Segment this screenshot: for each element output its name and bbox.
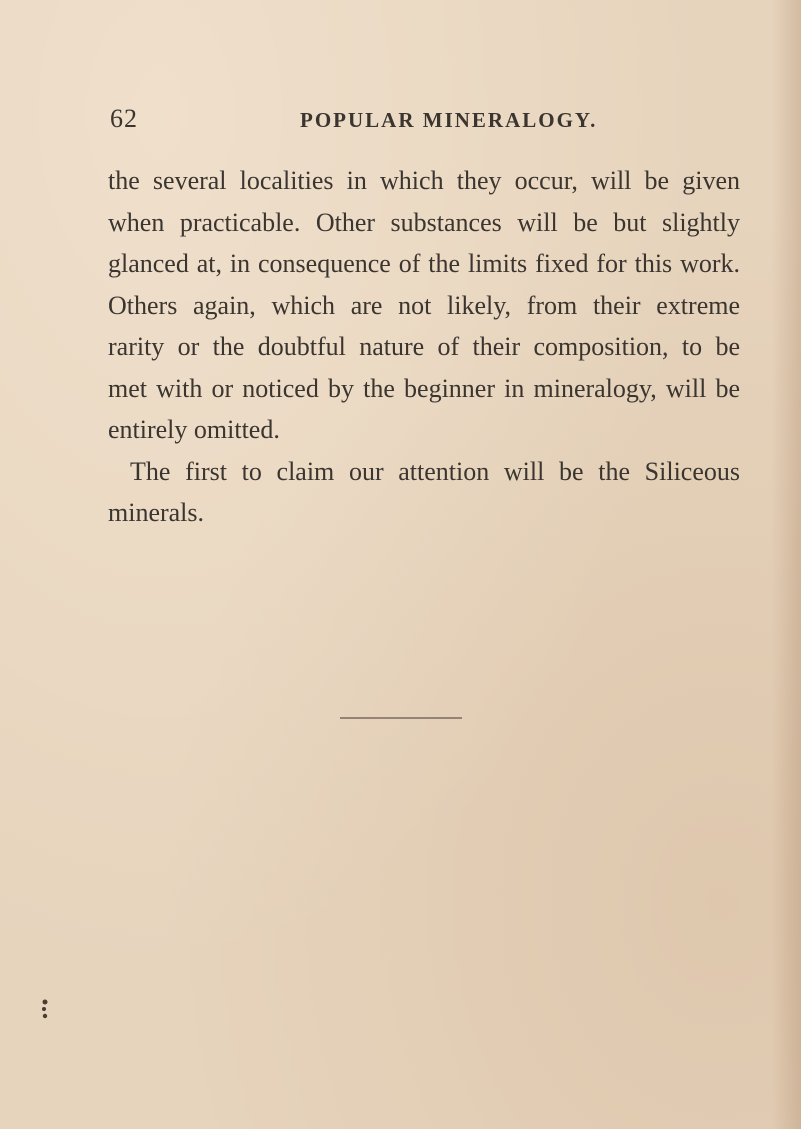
ink-smudge-icon — [40, 998, 50, 1020]
page-edge-shadow — [771, 0, 801, 1129]
running-title: POPULAR MINERALOGY. — [300, 108, 598, 132]
page-header — [110, 104, 740, 140]
page-number: 62 — [110, 104, 138, 133]
text-line: met with or noticed by the beginner in mineralogy, will be — [108, 373, 740, 403]
text-line: when practicable. Other substances will be but slightly — [108, 207, 740, 237]
section-divider — [340, 717, 462, 719]
text-line: the several localities in which they occur, will be given — [108, 166, 740, 195]
text-line: The first to claim our attention will be the Siliceous — [130, 456, 740, 486]
text-line: entirely omitted. — [108, 415, 280, 444]
text-line: rarity or the doubtful nature of their composition, to be — [108, 332, 740, 361]
text-line: glanced at, in consequence of the limits fixed for this work. — [108, 249, 740, 278]
text-line: Others again, which are not likely, from their extreme — [108, 290, 740, 320]
text-line: minerals. — [108, 498, 205, 527]
body-text — [108, 160, 740, 534]
